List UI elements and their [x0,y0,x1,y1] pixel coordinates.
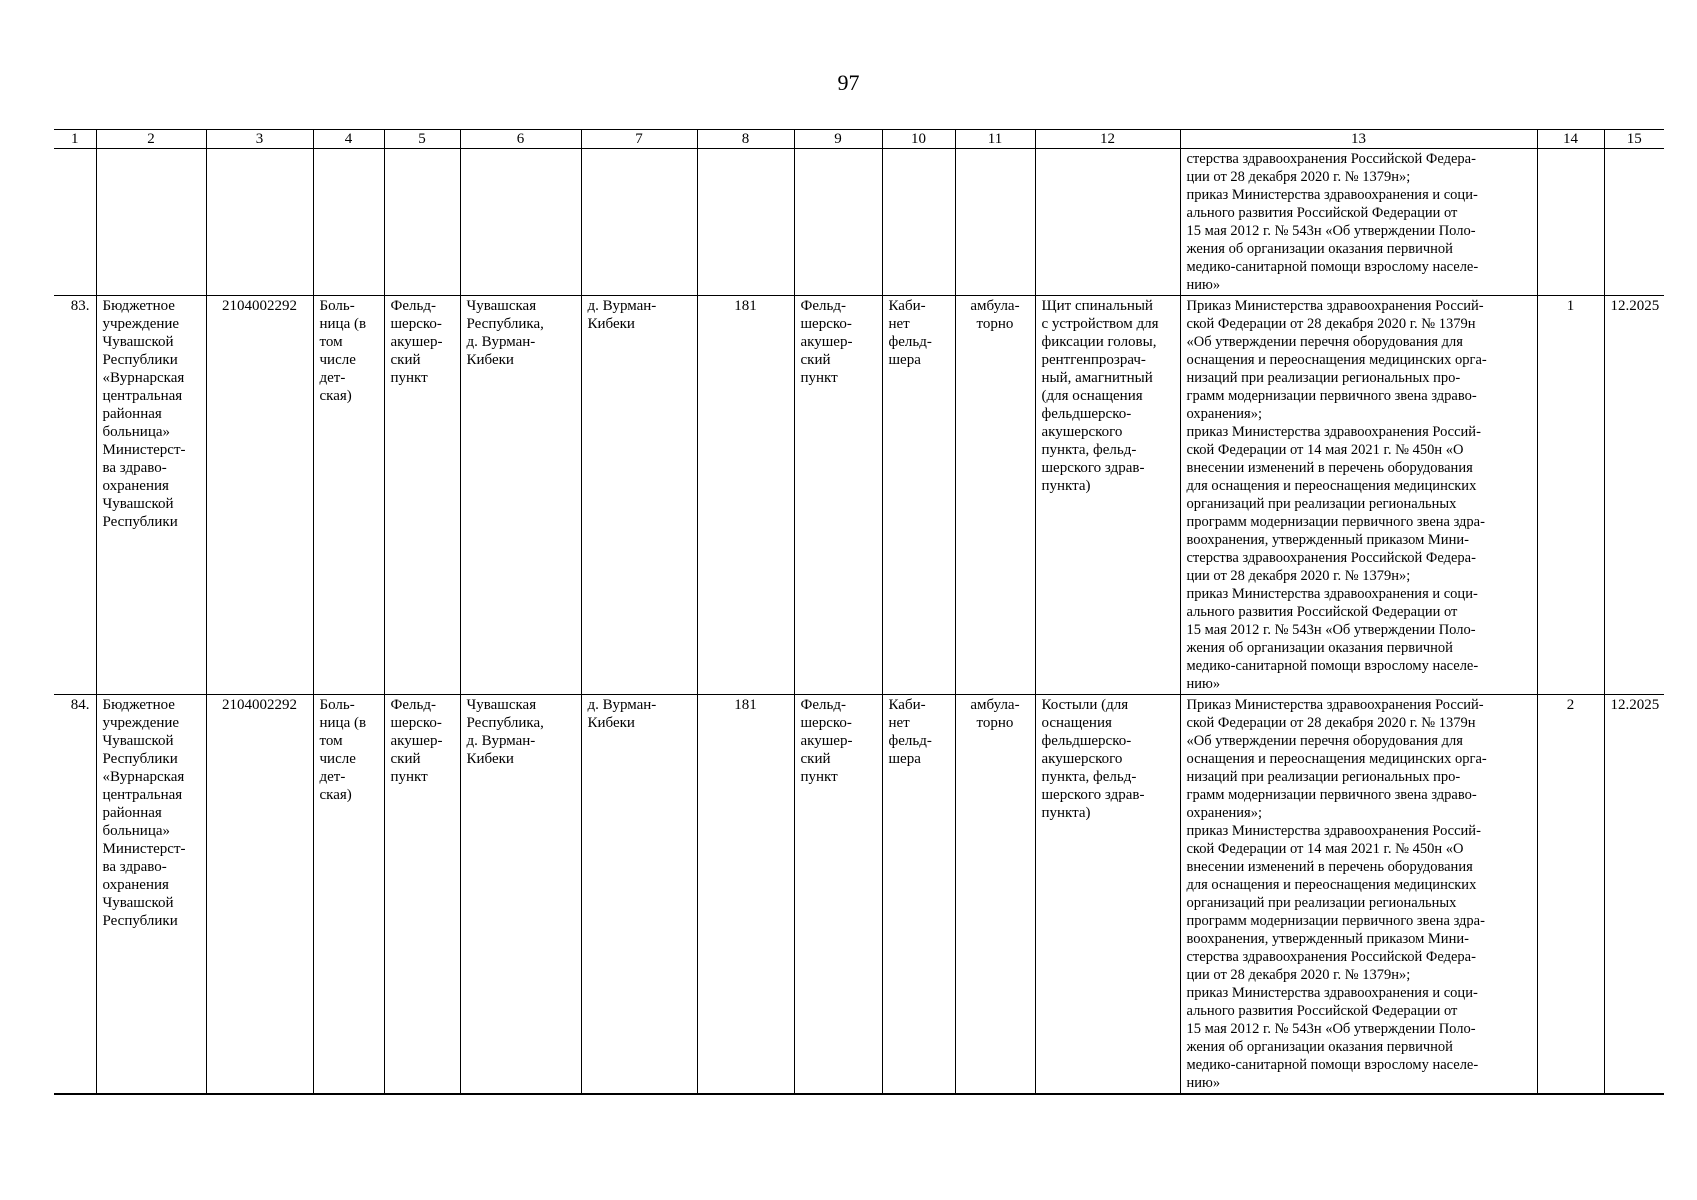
legal-basis-cell: Приказ Министерства здравоохранения Россий- ской Федерации от 28 декабря 2020 г. № 1379н «Об утверждении перечня оборудования для оснащения и переоснащения медицинских орга- низаций при реализации региональных про- грамм модернизации первичного звена здраво- охранения»; приказ Министерства здравоохранения Россий- ской Федерации от 14 мая 2021 г. № 450н «О внесении изменений в перечень оборудования для оснащения и переоснащения медицинских организаций при реализации региональных программ модернизации первичного звена здра- воохранения, утвержденный приказом Мини- стерства здравоохранения Российской Федера- ции от 28 декабря 2020 г. № 1379н»; приказ Министерства здравоохранения и соци- ального развития Российской Федерации от 15 мая 2012 г. № 543н «Об утверждении Поло- жения об организации оказания первичной медико-санитарной помощи взрослому населе- нию» [1180,695,1537,1095]
column-header: 13 [1180,130,1537,149]
locality-cell: д. Вурман- Кибеки [581,695,697,1095]
column-header: 7 [581,130,697,149]
address-cell: Чувашская Республика, д. Вурман- Кибеки [460,296,581,695]
column-header: 3 [206,130,313,149]
care-conditions-cell: амбула- торно [955,296,1035,695]
continuation-row [54,149,1664,296]
organization-cell: Бюджетное учреждение Чувашской Республики «Вурнарская центральная районная больница» Министерст- ва здраво- охранения Чувашской Республики [96,296,206,695]
equipment-table [54,129,1664,1095]
inn-cell: 2104002292 [206,695,313,1095]
column-header: 5 [384,130,460,149]
locality-cell: д. Вурман- Кибеки [581,296,697,695]
row-number: 84. [54,695,96,1095]
column-header: 14 [1537,130,1604,149]
equipment-cell: Костыли (для оснащения фельдшерско- акушерского пункта, фельд- шерского здрав- пункта) [1035,695,1180,1095]
legal-basis-cell: стерства здравоохранения Российской Федера- ции от 28 декабря 2020 г. № 1379н»; приказ Министерства здравоохранения и соци- ального развития Российской Федерации от 15 мая 2012 г. № 543н «Об утверждении Поло- жения об организации оказания первичной медико-санитарной помощи взрослому населе- нию» [1180,149,1537,296]
date-cell: 12.2025 [1604,695,1664,1095]
subdivision-cell: Фельд- шерско- акушер- ский пункт [794,695,882,1095]
page-number: 97 [837,70,860,95]
org-type-cell: Боль- ница (в том числе дет- ская) [313,296,384,695]
date-cell: 12.2025 [1604,296,1664,695]
quantity-cell: 2 [1537,695,1604,1095]
legal-basis-cell: Приказ Министерства здравоохранения Россий- ской Федерации от 28 декабря 2020 г. № 1379н «Об утверждении перечня оборудования для оснащения и переоснащения медицинских орга- низаций при реализации региональных про- грамм модернизации первичного звена здраво- охранения»; приказ Министерства здравоохранения Россий- ской Федерации от 14 мая 2021 г. № 450н «О внесении изменений в перечень оборудования для оснащения и переоснащения медицинских организаций при реализации региональных программ модернизации первичного звена здра- воохранения, утвержденный приказом Мини- стерства здравоохранения Российской Федера- ции от 28 декабря 2020 г. № 1379н»; приказ Министерства здравоохранения и соци- ального развития Российской Федерации от 15 мая 2012 г. № 543н «Об утверждении Поло- жения об организации оказания первичной медико-санитарной помощи взрослому населе- нию» [1180,296,1537,695]
column-header: 12 [1035,130,1180,149]
row-number: 83. [54,296,96,695]
column-header: 8 [697,130,794,149]
table-row [54,296,1664,695]
column-header: 1 [54,130,96,149]
header-row [54,130,1664,149]
column-header: 15 [1604,130,1664,149]
code-cell: 181 [697,695,794,1095]
inn-cell: 2104002292 [206,296,313,695]
org-type-cell: Боль- ница (в том числе дет- ская) [313,695,384,1095]
care-conditions-cell: амбула- торно [955,695,1035,1095]
unit-type-cell: Фельд- шерско- акушер- ский пункт [384,296,460,695]
organization-cell: Бюджетное учреждение Чувашской Республики «Вурнарская центральная районная больница» Министерст- ва здраво- охранения Чувашской Республики [96,695,206,1095]
subdivision-cell: Фельд- шерско- акушер- ский пункт [794,296,882,695]
column-header: 6 [460,130,581,149]
column-header: 2 [96,130,206,149]
address-cell: Чувашская Республика, д. Вурман- Кибеки [460,695,581,1095]
room-cell: Каби- нет фельд- шера [882,695,955,1095]
column-header: 4 [313,130,384,149]
room-cell: Каби- нет фельд- шера [882,296,955,695]
quantity-cell: 1 [1537,296,1604,695]
unit-type-cell: Фельд- шерско- акушер- ский пункт [384,695,460,1095]
table-row [54,695,1664,1095]
column-header: 11 [955,130,1035,149]
column-header: 9 [794,130,882,149]
equipment-cell: Щит спинальный с устройством для фиксации головы, рентгенпрозрач- ный, амагнитный (для оснащения фельдшерско- акушерского пункта, фельд- шерского здрав- пункта) [1035,296,1180,695]
column-header: 10 [882,130,955,149]
code-cell: 181 [697,296,794,695]
